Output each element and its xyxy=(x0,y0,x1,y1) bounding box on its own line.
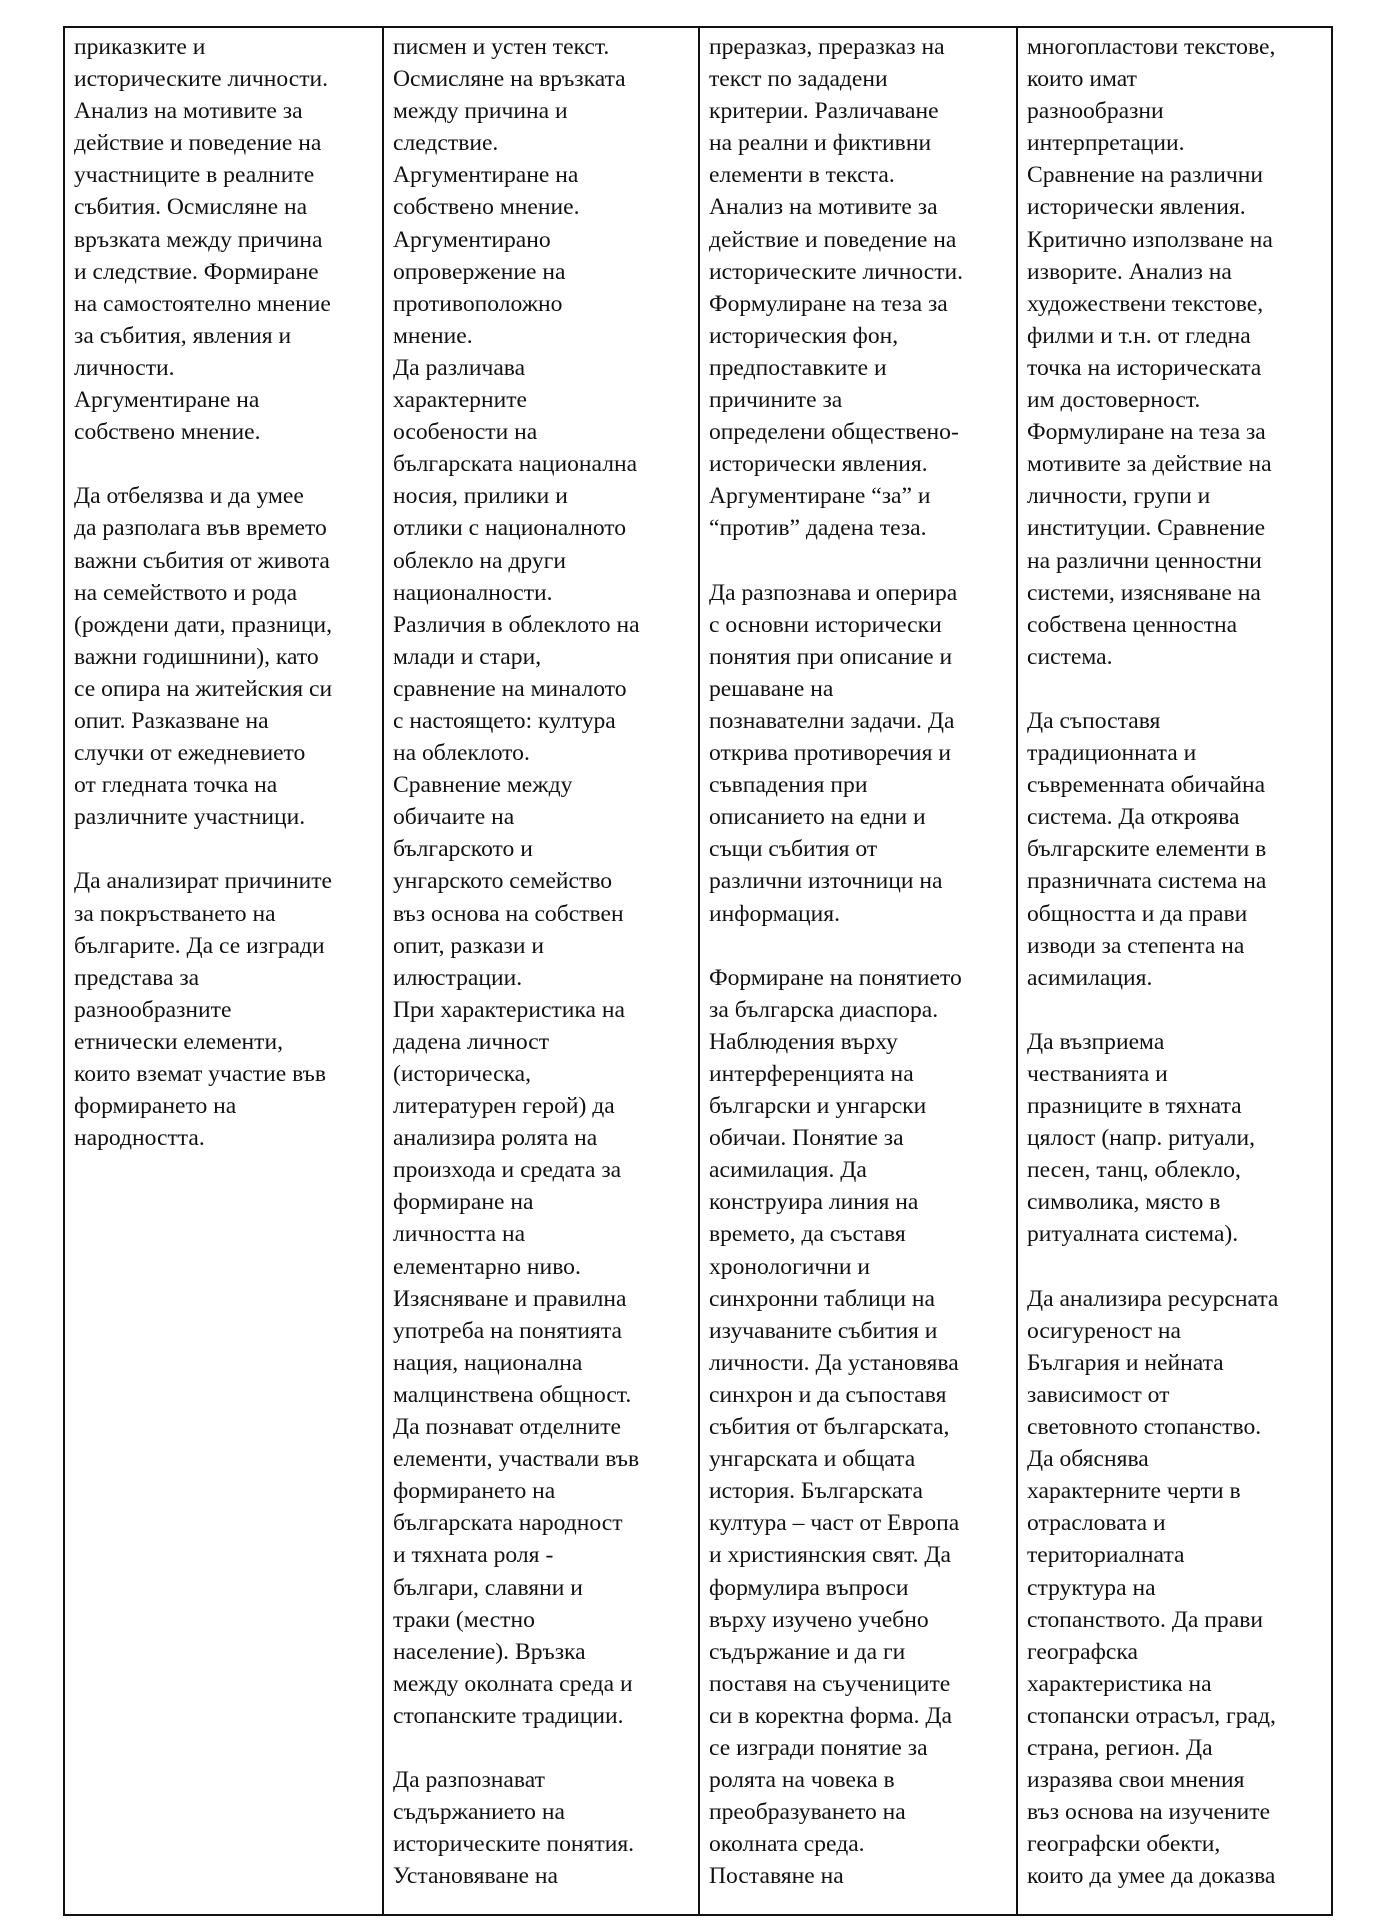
cell-text: приказките и историческите личности. Анализ на мотивите за действие и поведение на участниците в реалните събития. Осмисляне на връзката между причина и следствие. Формиране на самостоятелно мнение за събития, явления и личности. Аргументиране на собствено мнение. Да отбелязва и да умее да разполага във времето важни събития от живота на семейството и рода (рождени дати, празници, важни годишнини), като се опира на житейския си опит. Разказване на случки от ежедневието от гледната точка на различните участници. Да анализират причините за покръстването на българите. Да се изгради представа за разнообразните етнически елементи, които вземат участие във формирането на народността. xyxy=(74,34,333,1152)
curriculum-table xyxy=(63,26,1333,1916)
table-cell-column-1 xyxy=(64,27,383,1915)
table-cell-column-2 xyxy=(383,27,699,1915)
cell-text: писмен и устен текст. Осмисляне на връзката между причина и следствие. Аргументиране на собствено мнение. Аргументирано опровержение на противоположно мнение. Да различава характерните особености на българската национална носия, прилики и отлики с националното облекло на други националности. Различия в облеклото на млади и стари, сравнение на миналото с настоящето: култура на облеклото. Сравнение между обичаите на българското и унгарското семейство въз основа на собствен опит, разкази и илюстрации. При характеристика на дадена личност (историческа, литературен герой) да анализира ролята на произхода и средата за формиране на личността на елементарно ниво. Изясняване и правилна употреба на понятията нация, национална малцинствена общност. Да познават отделните елементи, участвали във формирането на българската народност и тяхната роля - българи, славяни и траки (местно население). Връзка между околната среда и стопанските традиции. Да разпознават съдържанието на историческите понятия. Установяване на xyxy=(393,34,640,1890)
table-cell-column-3 xyxy=(699,27,1017,1915)
table-cell-column-4 xyxy=(1017,27,1332,1915)
cell-text: многопластови текстове, които имат разнообразни интерпретации. Сравнение на различни исторически явления. Критично използване на изворите. Анализ на художествени текстове, филми и т.н. от гледна точка на историческата им достоверност. Формулиране на теза за мотивите за действие на личности, групи и институции. Сравнение на различни ценностни системи, изясняване на собствена ценностна система. Да съпоставя традиционната и съвременната обичайна система. Да откроява българските елементи в празничната система на общността и да прави изводи за степента на асимилация. Да възприема честванията и празниците в тяхната цялост (напр. ритуали, песен, танц, облекло, символика, място в ритуалната система). Да анализира ресурсната осигуреност на България и нейната зависимост от световното стопанство. Да обяснява характерните черти в отрасловата и териториалната структура на стопанството. Да прави географска характеристика на стопански отрасъл, град, страна, регион. Да изразява свои мнения въз основа на изучените географски обекти, които да умее да доказва xyxy=(1027,34,1279,1890)
table-row xyxy=(64,27,1332,1915)
cell-text: преразказ, преразказ на текст по зададени критерии. Различаване на реални и фиктивни елементи в текста. Анализ на мотивите за действие и поведение на историческите личности. Формулиране на теза за историческия фон, предпоставките и причините за определени обществено- исторически явления. Аргументиране “за” и “против” дадена теза. Да разпознава и опериpа с основни исторически понятия при описание и решаване на познавателни задачи. Да открива противоречия и съвпадения при описанието на едни и същи събития от различни източници на информация. Формиране на понятието за българска диаспора. Наблюдения върху интерференцията на български и унгарски обичаи. Понятие за асимилация. Да конструира линия на времето, да съставя хронологични и синхронни таблици на изучаваните събития и личности. Да установява синхрон и да съпоставя събития от българската, унгарската и общата история. Българската култура – част от Европа и християнския свят. Да формулира въпроси върху изучено учебно съдържание и да ги поставя на съучениците си в коректна форма. Да се изгради понятие за ролята на човека в преобразуването на околната среда. Поставяне на xyxy=(709,34,964,1890)
